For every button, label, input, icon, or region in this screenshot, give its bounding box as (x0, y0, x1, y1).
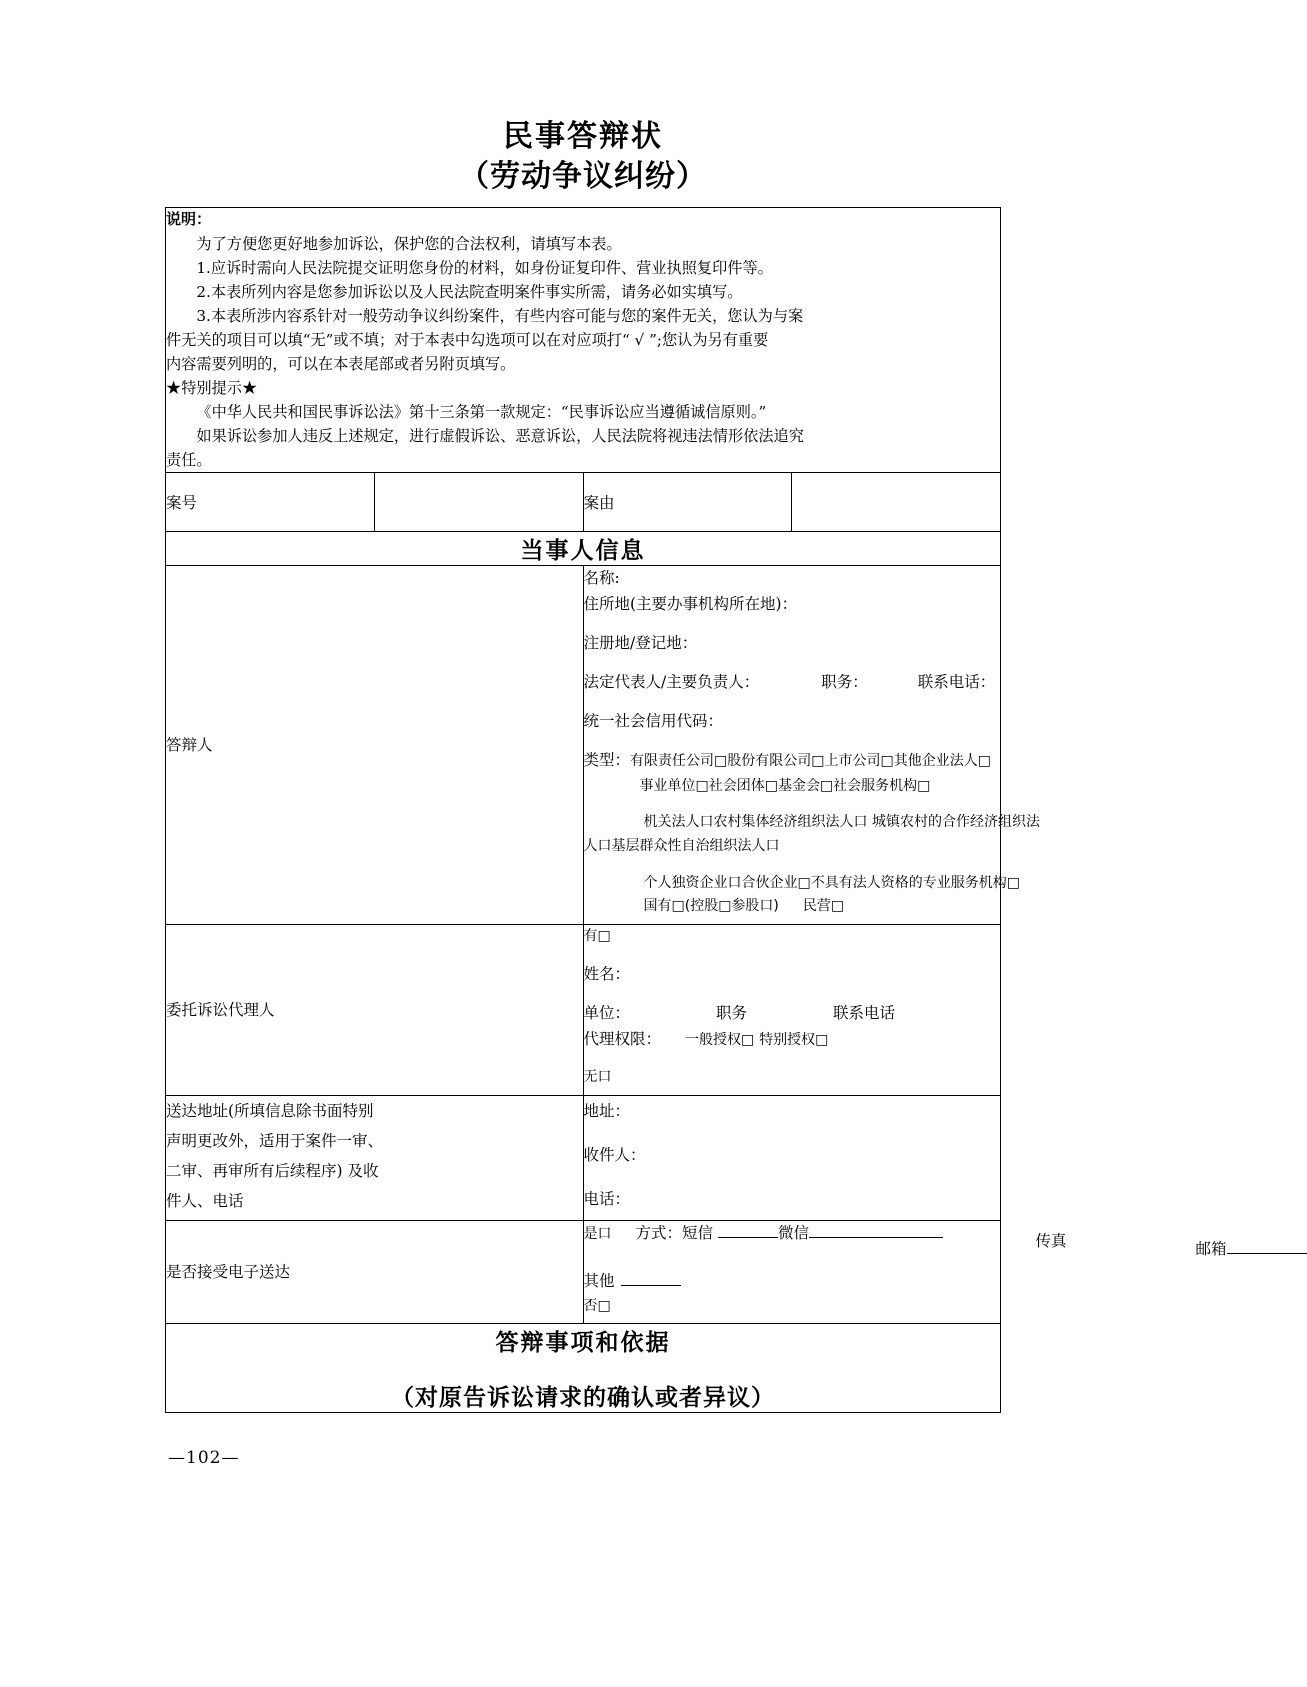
respondent-type-options-3[interactable]: 机关法人口农村集体经济组织法人口 城镇农村的合作经济组织法 (643, 814, 1040, 831)
case-number-label: 案号 (166, 472, 375, 531)
agent-position-label: 职务 (716, 1003, 748, 1022)
respondent-type-options-4[interactable]: 人口基层群众性自治组织法人口 (583, 837, 780, 854)
electronic-service-other-input[interactable] (621, 1271, 681, 1286)
respondent-credit-code-label: 统一社会信用代码： (583, 712, 724, 731)
respondent-type-options-6[interactable] (584, 895, 1001, 918)
electronic-service-email-input[interactable] (1227, 1239, 1307, 1254)
page-title: 民事答辩状 (503, 119, 663, 154)
case-row (166, 472, 1001, 531)
instruction-line-3: 3.本表所涉内容系针对一般劳动争议纠纷案件，有些内容可能与您的案件无关，您认为与案 (196, 306, 804, 325)
agent-authority-line (584, 1027, 1001, 1052)
service-address-row (166, 1095, 1001, 1221)
electronic-service-row (166, 1221, 1001, 1324)
respondent-ownership-private[interactable]: 民营□ (802, 898, 845, 915)
instruction-line-4: 件无关的项目可以填“无”或不填；对于本表中勾选项可以在对应项打“ √ ”;您认为另有重要 (166, 330, 769, 349)
agent-authority-label: 代理权限： (583, 1029, 662, 1048)
special-tip-line-1: 如果诉讼参加人违反上述规定，进行虚假诉讼、恶意诉讼，人民法院将视违法情形依法追究 (196, 426, 804, 445)
special-tip-line-2: 责任。 (166, 450, 212, 469)
electronic-service-sms-label: 短信 (682, 1224, 714, 1243)
agent-unit-line (584, 1001, 1001, 1026)
respondent-phone-label: 联系电话： (917, 673, 996, 692)
service-address-recipient-label: 收件人： (583, 1145, 646, 1164)
instructions-row (166, 208, 1001, 473)
respondent-type-options-1[interactable]: 有限责任公司□股份有限公司□上市公司□其他企业法人□ (630, 753, 991, 770)
main-form-table (165, 207, 1227, 1413)
service-address-address-label: 地址： (583, 1101, 631, 1120)
respondent-type-options-5[interactable]: 个人独资企业口合伙企业□不具有法人资格的专业服务机构□ (643, 874, 1020, 891)
agent-row (166, 924, 1001, 1095)
respondent-domicile-label: 住所地(主要办事机构所在地)： (583, 594, 798, 613)
agent-label: 委托诉讼代理人 (166, 924, 584, 1095)
service-address-phone-label: 电话： (583, 1189, 631, 1208)
respondent-type-label: 类型： (583, 751, 631, 770)
respondent-position-label: 职务： (821, 673, 868, 692)
page-subtitle: （劳动争议纠纷） (459, 158, 707, 194)
electronic-service-fields (583, 1221, 1227, 1324)
electronic-service-yes-checkbox[interactable]: 是口 (583, 1226, 612, 1243)
party-info-banner-row (166, 531, 1001, 565)
electronic-service-other-label: 其他 (583, 1271, 615, 1290)
electronic-service-fax-underline[interactable] (879, 1223, 943, 1238)
respondent-label: 答辩人 (166, 565, 584, 924)
party-info-banner: 当事人信息 (166, 531, 1001, 565)
electronic-service-no-checkbox[interactable]: 否□ (583, 1297, 611, 1314)
answer-section-heading-1: 答辩事项和依据 (495, 1329, 671, 1357)
agent-authority-general[interactable]: 一般授权□ (685, 1031, 755, 1048)
agent-unit-label: 单位： (583, 1003, 631, 1022)
agent-none-checkbox[interactable]: 无口 (583, 1068, 612, 1085)
cause-field[interactable] (792, 472, 1001, 531)
agent-authority-special[interactable]: 特别授权□ (759, 1031, 829, 1048)
respondent-ownership-state[interactable]: 国有□(控股□参股口) (643, 898, 779, 915)
electronic-service-wechat-label: 微信 (777, 1224, 809, 1243)
respondent-legal-rep-label: 法定代表人/主要负责人： (583, 673, 760, 692)
service-address-label-line-2: 二审、再审所有后续程序) 及收 (166, 1161, 379, 1180)
special-tip-line-0: 《中华人民共和国民事诉讼法》第十三条第一款规定：“民事诉讼应当遵循诚信原则。” (196, 402, 767, 421)
cause-label: 案由 (583, 472, 792, 531)
document-title-block (0, 0, 1166, 195)
answer-section-cell (166, 1324, 1001, 1413)
answer-section-row (166, 1324, 1001, 1413)
service-address-label-line-0: 送达地址(所填信息除书面特别 (166, 1101, 374, 1120)
respondent-row (166, 565, 1001, 924)
case-number-field[interactable] (374, 472, 583, 531)
instruction-line-2: 2.本表所列内容是您参加诉讼以及人民法院查明案件事实所需，请务必如实填写。 (196, 282, 743, 301)
service-address-label-line-1: 声明更改外，适用于案件一审、 (166, 1131, 384, 1150)
service-address-label-line-3: 件人、电话 (166, 1192, 244, 1211)
electronic-service-line-2 (584, 1269, 1001, 1294)
agent-has-checkbox[interactable]: 有□ (583, 927, 611, 944)
respondent-legal-rep-line (584, 670, 1001, 695)
service-address-fields (583, 1095, 1001, 1221)
electronic-service-method-label: 方式： (635, 1224, 683, 1243)
electronic-service-sms-input[interactable] (718, 1223, 778, 1238)
respondent-name-label: 名称: (583, 568, 620, 587)
electronic-service-wechat-input[interactable] (809, 1223, 879, 1238)
agent-phone-label: 联系电话 (833, 1003, 896, 1022)
agent-fields (583, 924, 1001, 1095)
instruction-line-0: 为了方便您更好地参加诉讼，保护您的合法权利，请填写本表。 (196, 234, 622, 253)
electronic-service-label: 是否接受电子送达 (166, 1221, 584, 1324)
answer-section-heading-2: （对原告诉讼请求的确认或者异议） (391, 1384, 775, 1412)
instructions-heading: 说明： (166, 210, 212, 228)
electronic-service-email-label: 邮箱 (1195, 1240, 1227, 1259)
instructions-cell (166, 208, 1001, 473)
respondent-fields (583, 565, 1040, 924)
respondent-type-line-1 (584, 748, 1001, 773)
instruction-line-1: 1.应诉时需向人民法院提交证明您身份的材料，如身份证复印件、营业执照复印件等。 (196, 258, 773, 277)
electronic-service-line-1 (584, 1221, 1001, 1246)
special-tip-heading: ★特别提示★ (166, 378, 258, 397)
respondent-registration-label: 注册地/登记地： (583, 634, 698, 653)
page-number: —102— (168, 1448, 240, 1468)
electronic-service-fax-label: 传真 (1035, 1232, 1067, 1251)
service-address-label (166, 1095, 584, 1221)
respondent-type-options-2[interactable]: 事业单位□社会团体□基金会□社会服务机构□ (639, 777, 931, 794)
instruction-line-5: 内容需要列明的，可以在本表尾部或者另附页填写。 (166, 354, 516, 373)
agent-name-label: 姓名： (583, 964, 631, 983)
